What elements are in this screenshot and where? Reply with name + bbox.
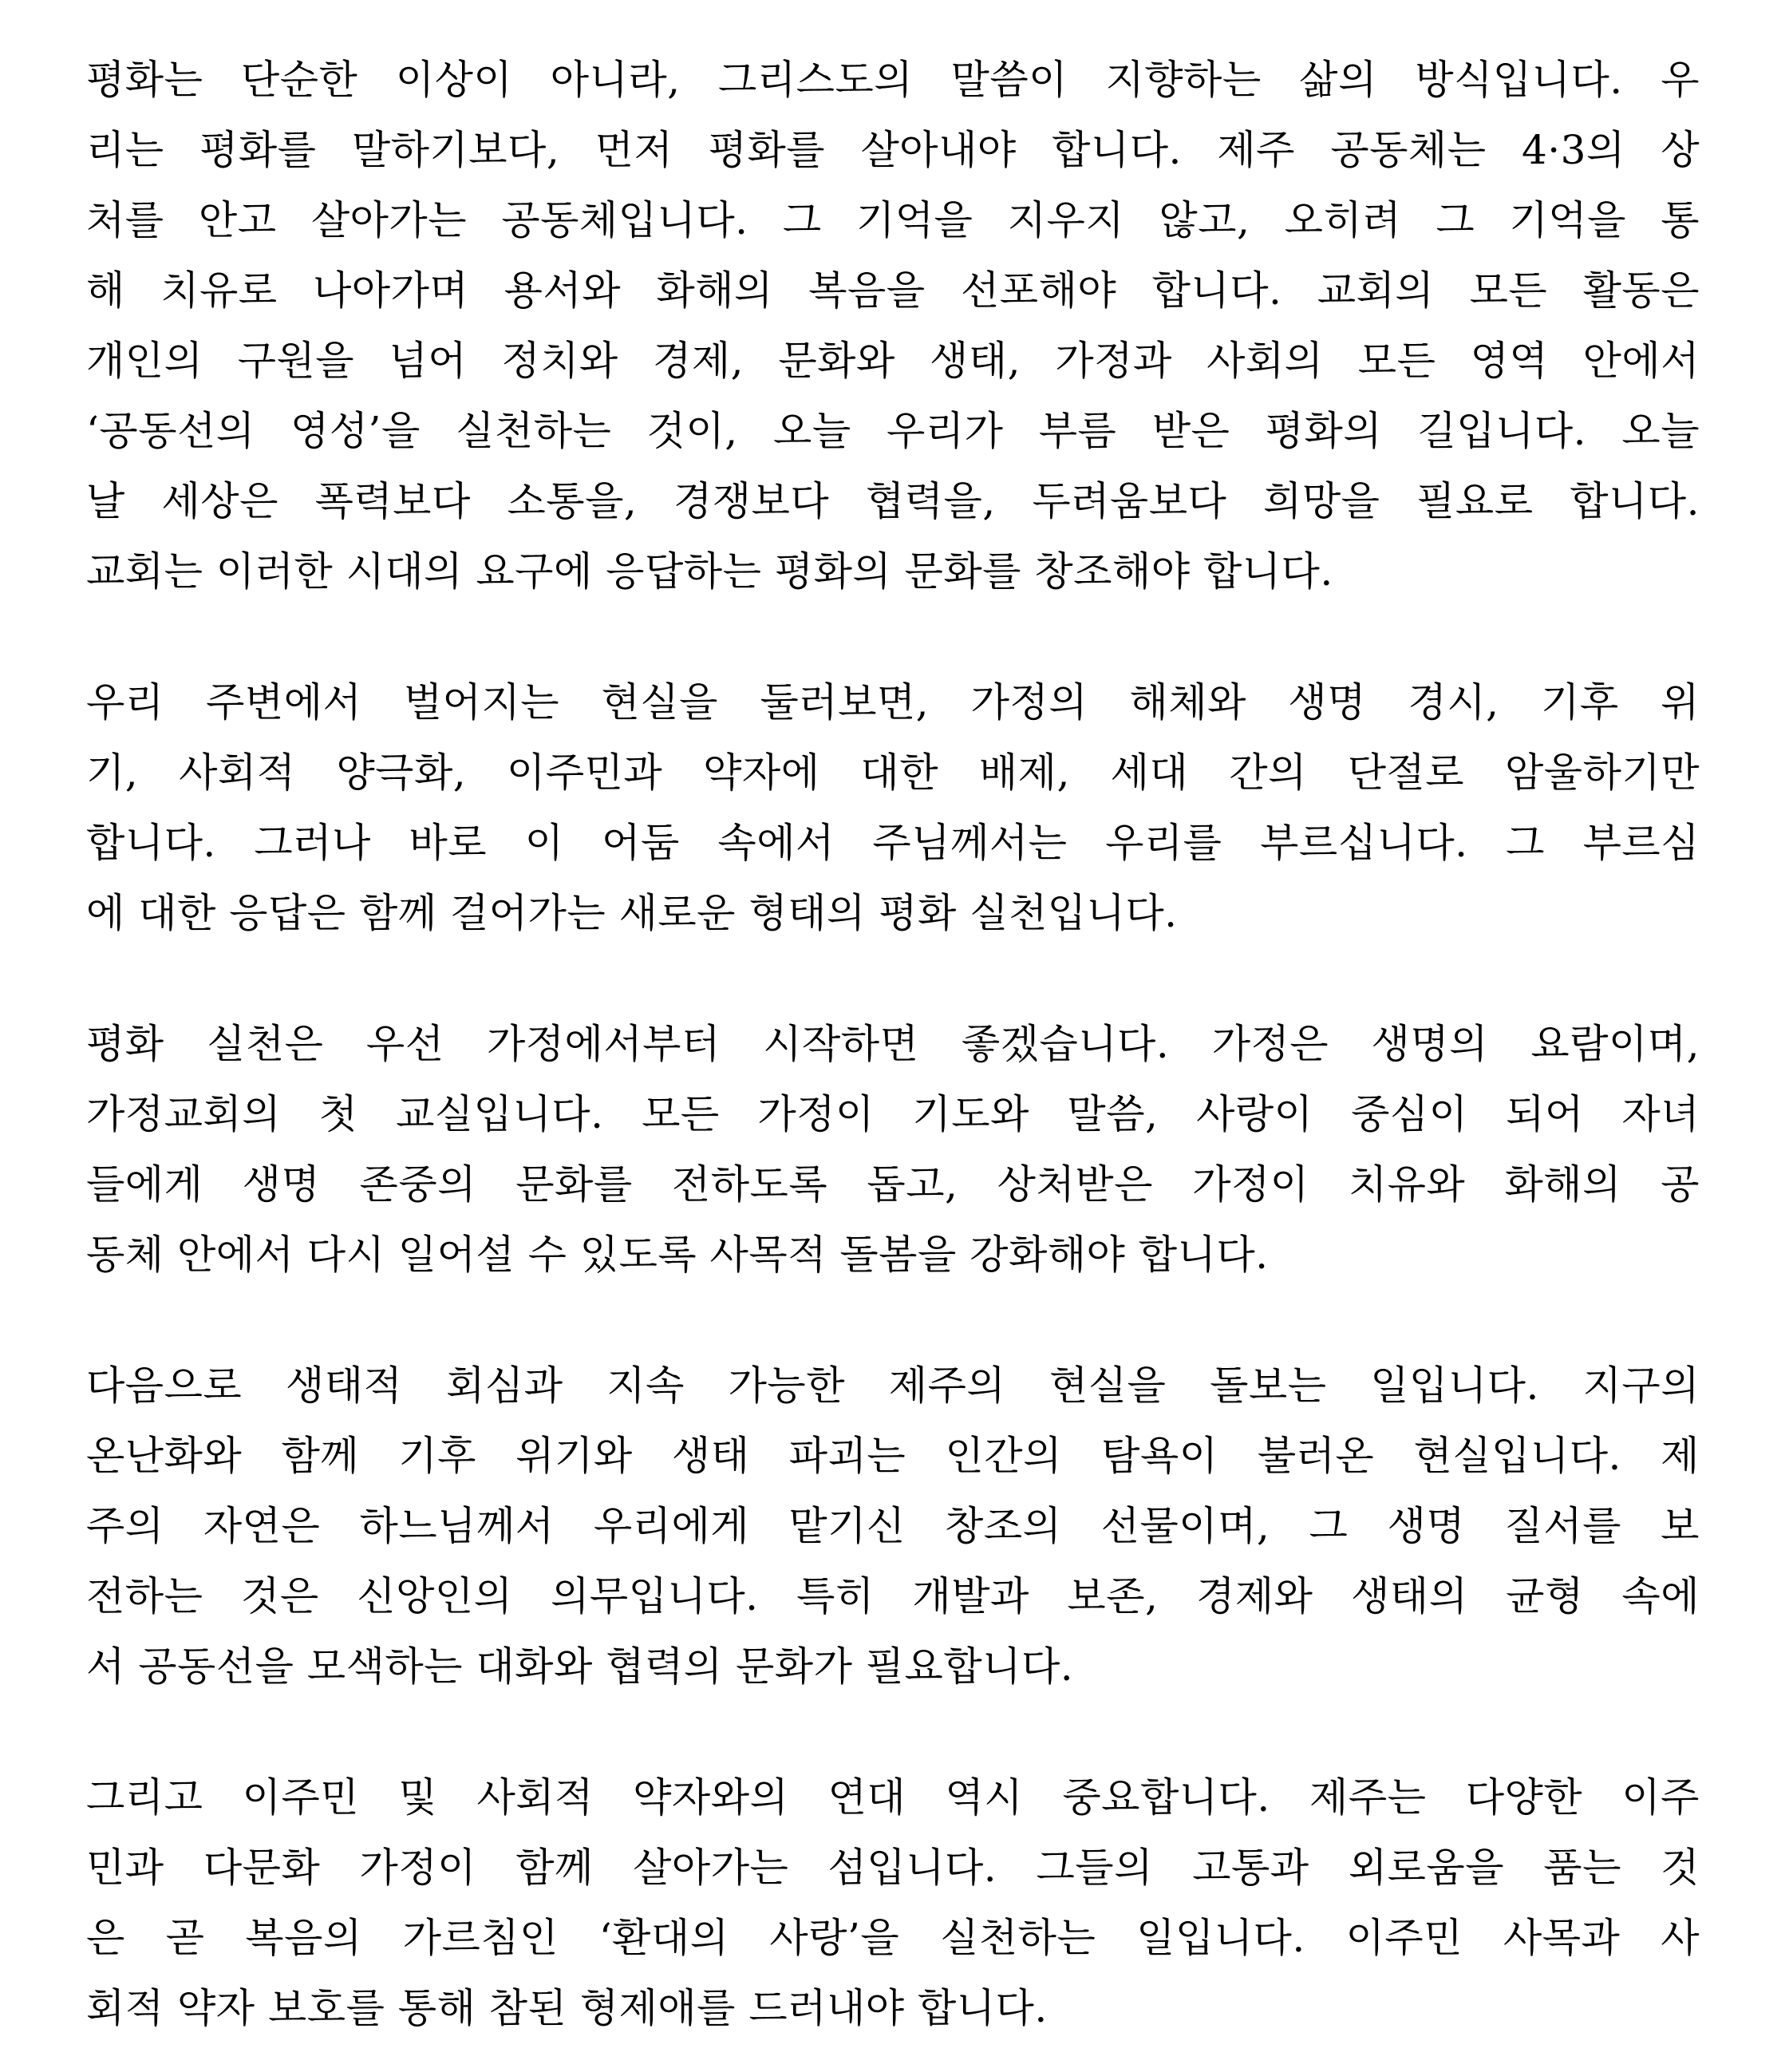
text-line: 다음으로 생태적 회심과 지속 가능한 제주의 현실을 돌보는 일입니다. 지구의 — [86, 1362, 1700, 1409]
text-line: 민과 다문화 가정이 함께 살아가는 섬입니다. 그들의 고통과 외로움을 품는 것 — [86, 1845, 1700, 1891]
text-line: 평화는 단순한 이상이 아니라, 그리스도의 말씀이 지향하는 삶의 방식입니다. 우 — [86, 57, 1700, 103]
text-line: 기, 사회적 양극화, 이주민과 약자에 대한 배제, 세대 간의 단절로 암울하기만 — [86, 749, 1700, 796]
text-line: 합니다. 그러나 바로 이 어둠 속에서 주님께서는 우리를 부르십니다. 그 부르심 — [86, 820, 1700, 866]
text-line: 회적 약자 보호를 통해 참된 형제애를 드러내야 합니다. — [86, 1985, 1048, 2031]
text-line: 들에게 생명 존중의 문화를 전하도록 돕고, 상처받은 가정이 치유와 화해의 공 — [86, 1161, 1700, 1208]
paragraph-peace-starts-at-home — [86, 1009, 1700, 1290]
text-line: 해 치유로 나아가며 용서와 화해의 복음을 선포해야 합니다. 교회의 모든 활동은 — [86, 267, 1700, 314]
text-line: 동체 안에서 다시 일어설 수 있도록 사목적 돌봄을 강화해야 합니다. — [86, 1232, 1269, 1278]
text-line: 우리 주변에서 벌어지는 현실을 둘러보면, 가정의 해체와 생명 경시, 기후 위 — [86, 679, 1700, 726]
text-line: 은 곧 복음의 가르침인 ‘환대의 사랑’을 실천하는 일입니다. 이주민 사목과 사 — [86, 1915, 1700, 1961]
paragraph-ecological-conversion — [86, 1350, 1700, 1702]
text-line: 주의 자연은 하느님께서 우리에게 맡기신 창조의 선물이며, 그 생명 질서를 보 — [86, 1503, 1700, 1549]
text-line: 서 공동선을 모색하는 대화와 협력의 문화가 필요합니다. — [86, 1643, 1074, 1690]
text-line: 처를 안고 살아가는 공동체입니다. 그 기억을 지우지 않고, 오히려 그 기억을 통 — [86, 197, 1700, 243]
text-line: 온난화와 함께 기후 위기와 생태 파괴는 인간의 탐욕이 불러온 현실입니다. 제 — [86, 1433, 1700, 1479]
paragraph-solidarity-with-migrants — [86, 1762, 1700, 2043]
text-line: ‘공동선의 영성’을 실천하는 것이, 오늘 우리가 부름 받은 평화의 길입니다. 오늘 — [86, 408, 1700, 454]
text-line: 전하는 것은 신앙인의 의무입니다. 특히 개발과 보존, 경제와 생태의 균형 속에 — [86, 1573, 1700, 1619]
text-line: 가정교회의 첫 교실입니다. 모든 가정이 기도와 말씀, 사랑이 중심이 되어 자녀 — [86, 1091, 1700, 1137]
paragraph-surrounding-reality — [86, 667, 1700, 948]
text-line: 개인의 구원을 넘어 정치와 경제, 문화와 생태, 가정과 사회의 모든 영역 안에서 — [86, 338, 1700, 384]
text-line: 에 대한 응답은 함께 걸어가는 새로운 형태의 평화 실천입니다. — [86, 890, 1178, 936]
text-line: 평화 실천은 우선 가정에서부터 시작하면 좋겠습니다. 가정은 생명의 요람이며, — [86, 1021, 1700, 1067]
text-line: 날 세상은 폭력보다 소통을, 경쟁보다 협력을, 두려움보다 희망을 필요로 합니다. — [86, 478, 1700, 524]
text-line: 교회는 이러한 시대의 요구에 응답하는 평화의 문화를 창조해야 합니다. — [86, 548, 1333, 595]
text-line: 그리고 이주민 및 사회적 약자와의 연대 역시 중요합니다. 제주는 다양한 이주 — [86, 1774, 1700, 1821]
text-line: 리는 평화를 말하기보다, 먼저 평화를 살아내야 합니다. 제주 공동체는 4·3의 상 — [86, 127, 1700, 173]
paragraph-peace-way-of-life — [86, 45, 1700, 607]
